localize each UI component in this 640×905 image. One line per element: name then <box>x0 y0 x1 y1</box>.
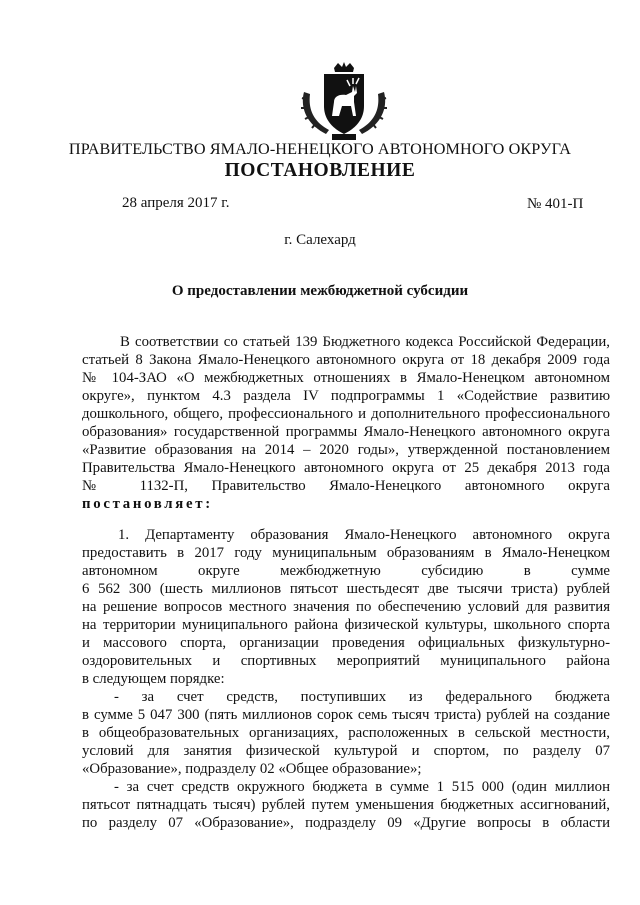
preamble-line: округе», пунктом 4.3 раздела IV подпрограммы 1 «Содействие развитию <box>82 388 610 404</box>
paragraph1-line: 1. Департаменту образования Ямало-Ненецкого автономного округа <box>118 527 610 543</box>
decree-word <box>82 495 610 513</box>
document-date: 28 апреля 2017 г. <box>122 195 230 211</box>
preamble-line: «Развитие образования на 2014 – 2020 годы», утвержденной постановлением <box>82 442 610 458</box>
preamble-line: № 1132-П, Правительство Ямало-Ненецкого автономного округа <box>82 478 610 494</box>
item2-line: по разделу 07 «Образование», подразделу 09 «Другие вопросы в области <box>82 815 610 831</box>
preamble-line: № 104-ЗАО «О межбюджетных отношениях в Ямало-Ненецком автономном <box>82 370 610 386</box>
item1-line: - за счет средств, поступивших из федерального бюджета <box>114 689 610 705</box>
preamble-line: образования» государственной программы Ямало-Ненецкого автономного округа <box>82 424 610 440</box>
item2-line: - за счет средств окружного бюджета в сумме 1 515 000 (один миллион <box>114 779 610 795</box>
item1-line: в общеобразовательных организациях, расположенных в сельской местности, <box>82 725 610 741</box>
coat-of-arms-emblem <box>296 62 392 142</box>
item1-line: в сумме 5 047 300 (пять миллионов сорок семь тысяч триста) рублей на создание <box>82 707 610 723</box>
paragraph1-line: на территории муниципального района физической культуры, школьного спорта <box>82 617 610 633</box>
paragraph1-line: и массового спорта, организации проведения официальных физкультурно- <box>82 635 610 651</box>
document-city: г. Салехард <box>284 232 356 248</box>
paragraph1-line: на решение вопросов местного значения по обеспечению условий для развития <box>82 599 610 615</box>
preamble-line: статьей 8 Закона Ямало-Ненецкого автономного округа от 18 декабря 2009 года <box>82 352 610 368</box>
paragraph1-line: в следующем порядке: <box>82 671 225 687</box>
preamble-line: В соответствии со статьей 139 Бюджетного кодекса Российской Федерации, <box>120 334 610 350</box>
preamble-line: дошкольного, общего, профессионального и дополнительного профессионального <box>82 406 610 422</box>
paragraph1-line: 6 562 300 (шесть миллионов пятьсот шестьдесят две тысячи триста) рублей <box>82 581 610 597</box>
paragraph1-line: предоставить в 2017 году муниципальным образованиям в Ямало-Ненецком <box>82 545 610 561</box>
paragraph1-line: автономном округе межбюджетную субсидию в сумме <box>82 563 610 579</box>
government-name: ПРАВИТЕЛЬСТВО ЯМАЛО-НЕНЕЦКОГО АВТОНОМНОГО ОКРУГА <box>68 140 572 158</box>
item1-line: условий для занятия физической культурой и спортом, по разделу 07 <box>82 743 610 759</box>
document-title: О предоставлении межбюджетной субсидии <box>171 283 469 299</box>
item2-line: пятьсот пятнадцать тысяч) рублей путем уменьшения бюджетных ассигнований, <box>82 797 610 813</box>
decree-word-text: постановляет: <box>82 496 213 512</box>
paragraph1-line: оздоровительных и спортивных мероприятий муниципального района <box>82 653 610 669</box>
preamble-line: Правительства Ямало-Ненецкого автономного округа от 25 декабря 2013 года <box>82 460 610 476</box>
document-number: № 401-П <box>527 196 584 212</box>
document-type-heading: ПОСТАНОВЛЕНИЕ <box>224 160 416 181</box>
item1-line: «Образование», подразделу 02 «Общее образование»; <box>82 761 422 777</box>
